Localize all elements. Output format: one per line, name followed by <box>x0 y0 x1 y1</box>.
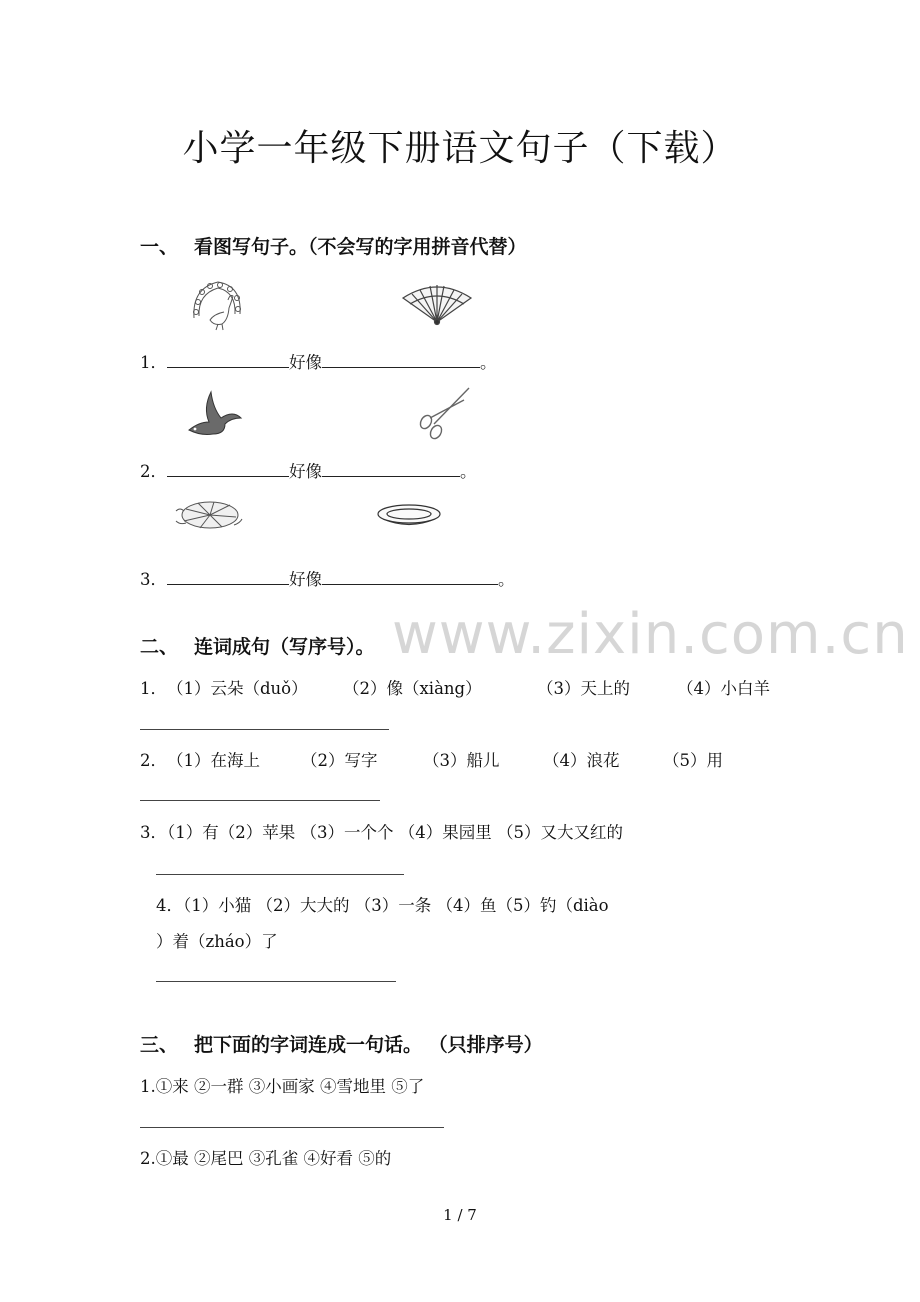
section-2-question-1 <box>140 675 770 699</box>
section-1-title: 看图写句子。（不会写的字用拼音代替） <box>194 236 527 258</box>
plate-icon <box>375 502 443 528</box>
section-1-item-1 <box>140 349 497 373</box>
section-2-question-3 <box>140 819 623 843</box>
item-connector: 好像 <box>289 570 322 589</box>
item-end: 。 <box>480 353 497 372</box>
answer-blank[interactable] <box>322 462 460 477</box>
section-1-item-3 <box>140 566 515 590</box>
answer-line[interactable] <box>140 729 389 730</box>
answer-blank[interactable] <box>322 570 498 585</box>
word-option: （3）船儿 <box>423 751 500 770</box>
word-option: （2）写字 <box>301 751 378 770</box>
question-text: （1）有（2）苹果 （3）一个个 （4）果园里 （5）又大又红的 <box>167 823 623 842</box>
answer-blank[interactable] <box>167 570 289 585</box>
section-3-question-1: 1.①来 ②一群 ③小画家 ④雪地里 ⑤了 <box>140 1077 425 1096</box>
answer-blank[interactable] <box>167 353 289 368</box>
peacock-icon <box>190 278 246 332</box>
question-number: 1． <box>140 679 167 698</box>
word-option: （2）像（xiàng） <box>343 679 482 698</box>
answer-blank[interactable] <box>322 353 480 368</box>
section-2-heading <box>140 632 375 659</box>
section-2-question-4-line-2: ）着（zháo）了 <box>156 932 278 951</box>
answer-line[interactable] <box>140 1127 444 1128</box>
word-option: （5）用 <box>663 751 723 770</box>
word-option: （3）天上的 <box>537 679 630 698</box>
question-number: 3． <box>140 823 167 842</box>
word-option: （4）浪花 <box>543 751 620 770</box>
section-2-question-4-line-1: 4．（1）小猫 （2）大大的 （3）一条 （4）鱼（5）钓（diào <box>156 896 609 915</box>
word-option: （1）在海上 <box>167 751 260 770</box>
section-2-question-2 <box>140 747 723 771</box>
section-1-heading <box>140 232 527 259</box>
answer-blank[interactable] <box>167 462 289 477</box>
section-3-title: 把下面的字词连成一句话。 （只排序号） <box>194 1034 543 1056</box>
swallow-icon <box>185 388 243 440</box>
item-end: 。 <box>498 570 515 589</box>
page-number: 1 / 7 <box>443 1206 477 1224</box>
section-3-heading <box>140 1030 543 1057</box>
section-2-number: 二、 <box>140 636 179 658</box>
section-3-question-2: 2.①最 ②尾巴 ③孔雀 ④好看 ⑤的 <box>140 1149 392 1168</box>
item-number: 1． <box>140 353 167 372</box>
question-number: 2． <box>140 751 167 770</box>
lotus-leaf-icon <box>174 497 244 533</box>
word-option: （4）小白羊 <box>677 679 770 698</box>
page-title: 小学一年级下册语文句子（下载） <box>182 128 738 169</box>
watermark: www.zixin.com.cn <box>392 602 909 667</box>
section-1-item-2 <box>140 458 477 482</box>
answer-line[interactable] <box>156 981 396 982</box>
section-3-number: 三、 <box>140 1034 179 1056</box>
scissors-icon <box>414 384 472 442</box>
item-end: 。 <box>460 462 477 481</box>
answer-line[interactable] <box>156 874 404 875</box>
item-number: 3． <box>140 570 167 589</box>
section-1-number: 一、 <box>140 236 179 258</box>
section-2-title: 连词成句（写序号）。 <box>194 636 375 658</box>
item-connector: 好像 <box>289 462 322 481</box>
word-option: （1）云朵（duǒ） <box>167 679 308 698</box>
folding-fan-icon <box>400 282 474 326</box>
item-connector: 好像 <box>289 353 322 372</box>
item-number: 2． <box>140 462 167 481</box>
answer-line[interactable] <box>140 800 380 801</box>
